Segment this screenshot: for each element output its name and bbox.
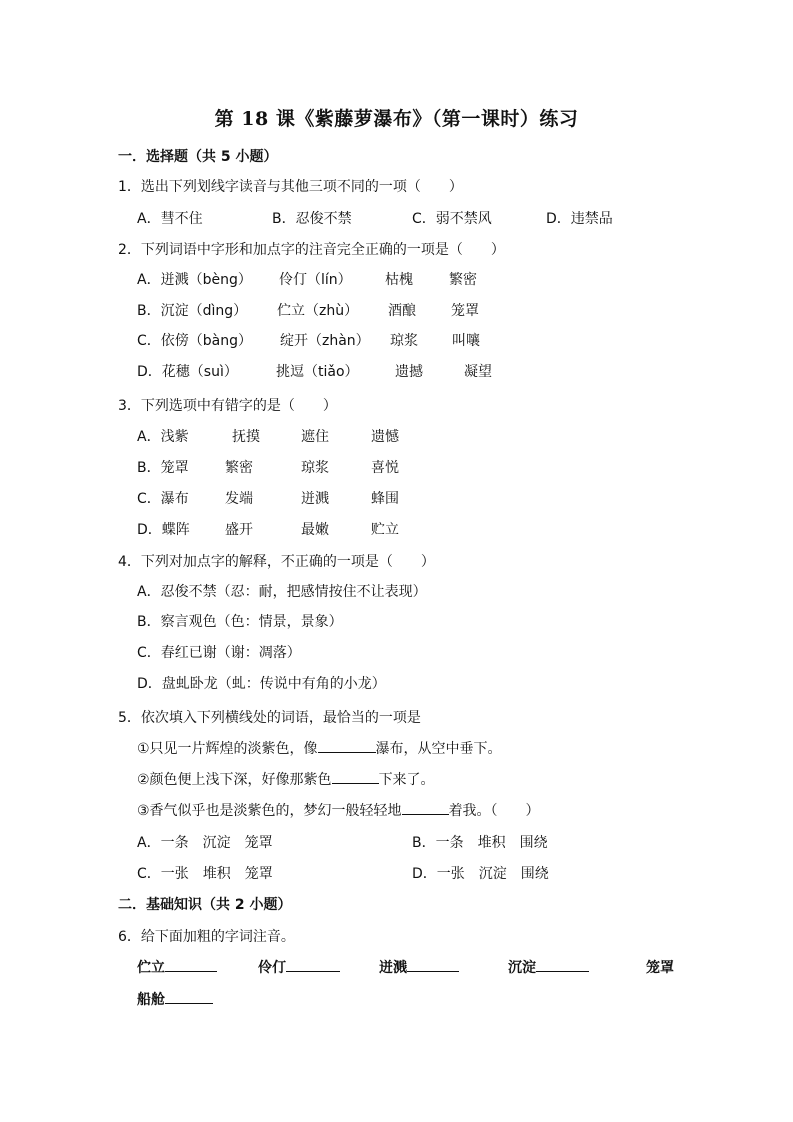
word: 伶仃（lín）	[279, 272, 352, 288]
word: A．浅紫	[137, 429, 189, 445]
pinyin-item	[258, 957, 340, 977]
bold-word: 伶仃	[258, 960, 286, 976]
word: 伫立（zhù）	[277, 303, 359, 319]
word: 琼浆	[301, 460, 329, 476]
question-1-option-c: C．弱不禁风	[412, 211, 492, 227]
answer-blank[interactable]	[407, 958, 459, 972]
bold-word: 伫立	[137, 960, 165, 976]
question-3-stem: 3．下列选项中有错字的是（ ）	[118, 398, 337, 414]
answer-blank[interactable]	[536, 958, 589, 972]
question-5-option-d: D．一张 沉淀 围绕	[412, 866, 549, 882]
bold-word: 船舱	[137, 992, 165, 1008]
bold-word: 迸溅	[379, 960, 407, 976]
answer-blank[interactable]	[286, 958, 340, 972]
answer-blank[interactable]	[332, 770, 379, 784]
sentence-text: ②颜色便上浅下深，好像那紫色	[137, 772, 332, 788]
word: 挑逗（tiǎo）	[276, 364, 359, 380]
word: 迸溅	[301, 491, 329, 507]
question-5-option-b: B．一条 堆积 围绕	[412, 835, 548, 851]
word: 蜂围	[371, 491, 399, 507]
word: 遗撼	[395, 364, 423, 380]
question-5-stem: 5．依次填入下列横线处的词语，最恰当的一项是	[118, 710, 421, 726]
question-6-stem: 6．给下面加粗的字词注音。	[118, 929, 295, 945]
sentence-text: 瀑布，从空中垂下。	[375, 741, 502, 757]
question-5-sentence-3	[137, 800, 540, 820]
pinyin-item	[508, 957, 589, 977]
sentence-text: ①只见一片辉煌的淡紫色，像	[137, 741, 318, 757]
sentence-text: 着我。（ ）	[448, 803, 540, 819]
sentence-text: 下来了。	[378, 772, 435, 788]
word: 遗憾	[371, 429, 399, 445]
question-1-stem: 1．选出下列划线字读音与其他三项不同的一项（ ）	[118, 179, 463, 195]
pinyin-item	[646, 957, 674, 977]
question-5-option-a: A．一条 沉淀 笼罩	[137, 835, 273, 851]
section-heading-basics: 二．基础知识（共 2 小题）	[118, 897, 292, 913]
word: D．蝶阵	[137, 522, 190, 538]
question-1-option-a: A．彗不住	[137, 211, 203, 227]
pinyin-item	[379, 957, 459, 977]
word: 发端	[225, 491, 253, 507]
word: C．瀑布	[137, 491, 189, 507]
sentence-text: ③香气似乎也是淡紫色的，梦幻一般轻轻地	[137, 803, 402, 819]
answer-blank[interactable]	[402, 801, 449, 815]
word: A．迸溅（bèng）	[137, 272, 252, 288]
answer-blank[interactable]	[318, 739, 376, 753]
word: 凝望	[464, 364, 492, 380]
question-4-option-d: D．盘虬卧龙（虬：传说中有角的小龙）	[137, 676, 386, 692]
word: 最嫩	[301, 522, 329, 538]
word: D．花穗（suì）	[137, 364, 238, 380]
word: C．依傍（bàng）	[137, 333, 253, 349]
word: 酒酿	[388, 303, 416, 319]
word: 琼浆	[390, 333, 418, 349]
word: 抚摸	[232, 429, 260, 445]
answer-blank[interactable]	[165, 958, 217, 972]
word: 贮立	[371, 522, 399, 538]
word: 枯槐	[385, 272, 413, 288]
word: 繁密	[449, 272, 477, 288]
question-1-option-b: B．忍俊不禁	[272, 211, 352, 227]
question-4-option-c: C．春红已谢（谢：凋落）	[137, 645, 301, 661]
question-5-sentence-2	[137, 769, 435, 789]
question-4-stem: 4．下列对加点字的解释，不正确的一项是（ ）	[118, 554, 435, 570]
bold-word: 笼罩	[646, 960, 674, 976]
word: 笼罩	[451, 303, 479, 319]
word: 喜悦	[371, 460, 399, 476]
word: 叫嚷	[452, 333, 480, 349]
word: 绽开（zhàn）	[280, 333, 370, 349]
question-5-sentence-1	[137, 738, 502, 758]
word: B．笼罩	[137, 460, 189, 476]
question-4-option-a: A．忍俊不禁（忍：耐，把感情按住不让表现）	[137, 584, 427, 600]
page-title: 第 18 课《紫藤萝瀑布》（第一课时）练习	[214, 108, 579, 130]
question-5-option-c: C．一张 堆积 笼罩	[137, 866, 273, 882]
word: 遮住	[301, 429, 329, 445]
pinyin-item	[137, 989, 213, 1009]
word: B．沉淀（dìng）	[137, 303, 248, 319]
bold-word: 沉淀	[508, 960, 536, 976]
question-4-option-b: B．察言观色（色：情景，景象）	[137, 614, 343, 630]
pinyin-item	[137, 957, 217, 977]
word: 繁密	[225, 460, 253, 476]
section-heading-choice: 一．选择题（共 5 小题）	[118, 149, 278, 165]
answer-blank[interactable]	[165, 990, 213, 1004]
question-2-stem: 2．下列词语中字形和加点字的注音完全正确的一项是（ ）	[118, 242, 505, 258]
question-1-option-d: D．违禁品	[546, 211, 613, 227]
word: 盛开	[225, 522, 253, 538]
